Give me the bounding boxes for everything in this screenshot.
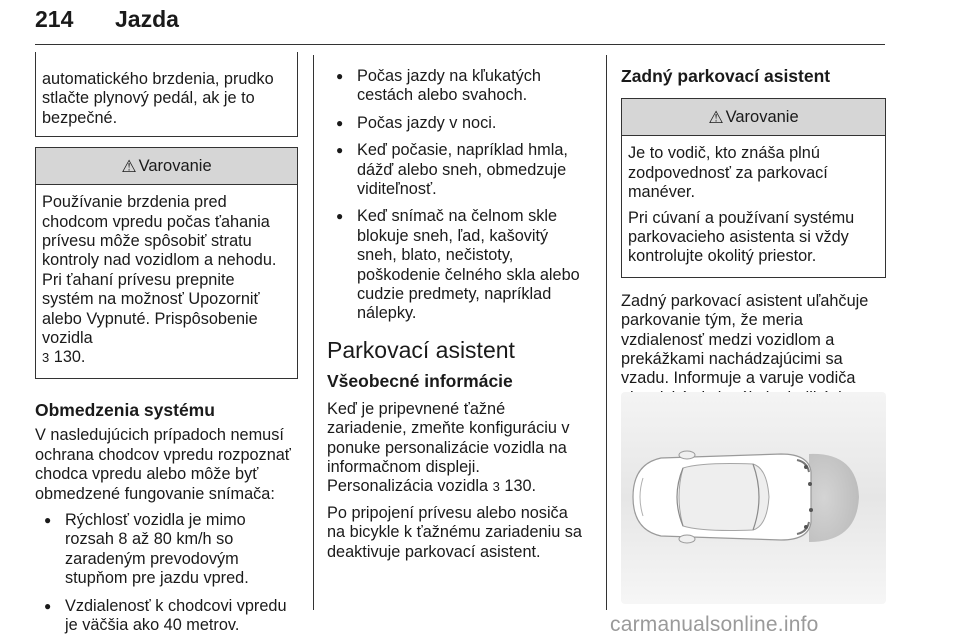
car-mirror-right: [679, 535, 695, 543]
list-item: ● Keď počasie, napríklad hmla, dážď alebo sneh, obmedzuje viditeľnosť.: [327, 141, 589, 199]
header-rule: [35, 44, 885, 45]
column-1: [35, 52, 298, 643]
column-2: [327, 67, 589, 562]
page-reference: 130.: [504, 477, 537, 496]
car-mirror-left: [679, 451, 695, 459]
warning-body: [622, 136, 885, 276]
body-paragraph: Po pripojení prívesu alebo nosiča na bicykle k ťažnému zariadeniu sa deaktivuje parkovací asistent.: [327, 503, 582, 561]
body-paragraph: Zadný parkovací asistent uľahčuje parkovanie tým, že meria vzdialenosť medzi vozidlom a prekážkami nachádzajúcimi sa vzadu. Informuje a varuje vodiča: [621, 291, 869, 388]
body-paragraph: V nasledujúcich prípadoch nemusí ochrana chodcov vpredu rozpoznať chodca vpredu alebo môže byť obmedzené fungovanie snímača:: [35, 426, 291, 503]
column-divider-2: [606, 55, 607, 610]
car-rear-sensor-illustration: [621, 392, 886, 604]
warning-title: Varovanie: [725, 107, 799, 126]
body-paragraph: [327, 400, 589, 497]
parking-sensor: [804, 465, 808, 469]
page-ref-arrow-icon: 3: [492, 479, 500, 495]
list-item: ● Keď snímač na čelnom skle blokuje sneh, ľad, kašovitý sneh, blato, nečistoty, poškodenie čelného skla alebo cudzie predmety, napríklad nálepky.: [327, 207, 589, 323]
list-item: ● Rýchlosť vozidla je mimo rozsah 8 až 80 km/h so zaradeným prevodovým stupňom pre jazdu vpred.: [35, 511, 298, 589]
body-text: Keď je pripevnené ťažné zariadenie, zmeňte konfiguráciu v ponuke personalizácie vozidla na informačnom displeji. Personalizácia vozidla: [327, 399, 570, 496]
warning-header: [36, 148, 297, 185]
page-reference: 130.: [53, 348, 86, 367]
warning-text: Pri cúvaní a používaní systému parkovacieho asistenta si vždy kontrolujte okolitý priestor.: [628, 208, 855, 266]
warning-triangle-icon: ⚠: [121, 156, 137, 176]
watermark: carmanualsonline.info: [610, 613, 819, 636]
column-divider-1: [313, 55, 314, 610]
continued-warning-box: [35, 52, 298, 137]
warning-body: [36, 185, 297, 378]
warning-title: Varovanie: [138, 156, 212, 175]
page-number: 214: [35, 6, 74, 32]
warning-text: Používanie brzdenia pred chodcom vpredu počas ťahania prívesu môže spôsobiť stratu kontroly nad vozidlom a nehodu. Pri ťahaní prívesu prepnite systém na možnosť Upozorniť alebo Vypnuté. Prispôsobenie vozidla: [42, 193, 277, 348]
subsection-heading: Všeobecné informácie: [327, 371, 513, 392]
car-illustration-svg: [621, 392, 886, 604]
list-item: ● Počas jazdy na kľukatých cestách alebo svahoch.: [327, 67, 589, 106]
list-item: ● Počas jazdy v noci.: [327, 114, 589, 133]
warning-box: [35, 147, 298, 379]
section-heading: Zadný parkovací asistent: [621, 66, 831, 86]
parking-sensor: [809, 508, 813, 512]
chapter-title: Parkovací asistent: [327, 336, 515, 363]
warning-box: [621, 98, 886, 277]
parking-sensor: [808, 482, 812, 486]
bullet-list: [35, 511, 298, 635]
warning-text: Je to vodič, kto znáša plnú zodpovednosť za parkovací manéver.: [628, 144, 828, 202]
page-ref-arrow-icon: 3: [42, 350, 50, 366]
section-heading: Obmedzenia systému: [35, 399, 215, 420]
continued-warning-text: automatického brzdenia, prudko stlačte plynový pedál, ak je to bezpečné.: [42, 70, 274, 127]
warning-header: [622, 99, 885, 136]
warning-triangle-icon: ⚠: [708, 107, 724, 127]
bullet-list: [327, 67, 589, 324]
list-item: ● Vzdialenosť k chodcovi vpredu je väčšia ako 40 metrov.: [35, 597, 298, 636]
section-title: Jazda: [115, 6, 179, 32]
parking-sensor: [804, 525, 808, 529]
column-3: [621, 67, 886, 428]
page-header: [35, 4, 885, 44]
